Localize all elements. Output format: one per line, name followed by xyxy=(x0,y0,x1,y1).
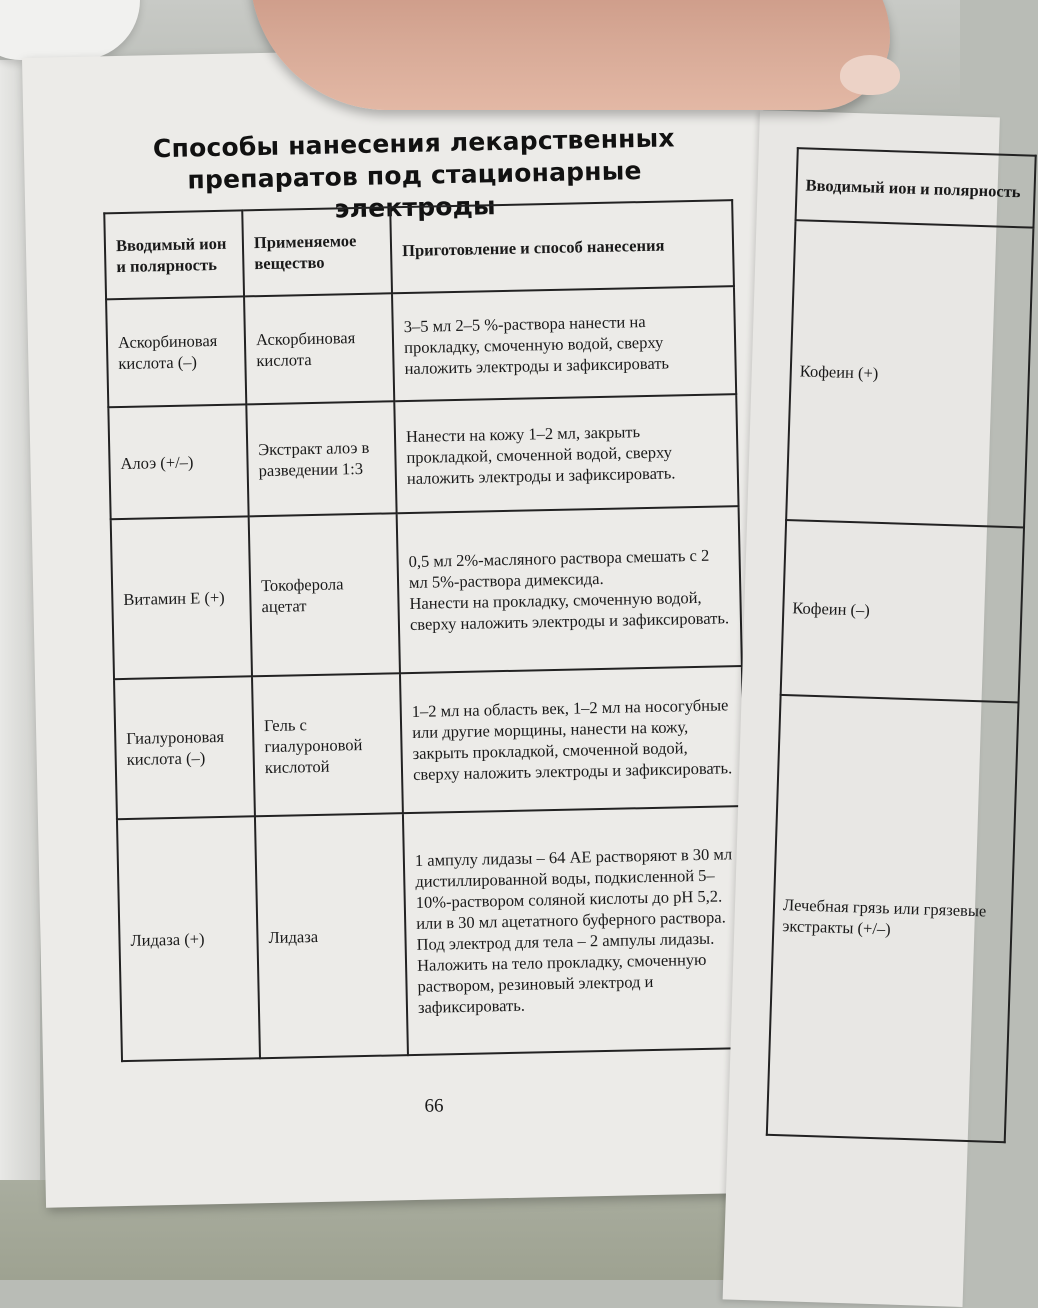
table-row xyxy=(108,394,738,519)
cell-ion: Кофеин (+) xyxy=(786,220,1033,527)
cell-method: 1–2 мл на область век, 1–2 мл на носогубные или другие морщины, нанести на кожу, закрыть прокладкой, смоченной водой, сверху наложить электроды и зафиксировать. xyxy=(400,666,745,813)
cell-substance: Гель с гиалуроновой кислотой xyxy=(252,673,403,816)
cell-ion: Алоэ (+/–) xyxy=(108,404,248,519)
table-row xyxy=(767,695,1019,1142)
header-ion: Вводимый ион и полярность xyxy=(796,148,1036,227)
cell-method: 0,5 мл 2%-масляного раствора смешать с 2 мл 5%-раствора димексида. Нанести на прокладку, смоченную водой, сверху наложить электроды и зафиксировать. xyxy=(397,506,742,673)
book-page-right xyxy=(723,110,1021,1307)
table-row xyxy=(786,220,1033,527)
continuation-table xyxy=(766,147,1037,1143)
thumb-photo-object xyxy=(250,0,890,110)
cell-substance: Токоферола ацетат xyxy=(249,513,400,676)
header-ion: Вводимый ион и полярность xyxy=(104,210,244,299)
cell-ion: Аскорбиновая кислота (–) xyxy=(106,296,246,407)
cell-ion: Витамин Е (+) xyxy=(111,516,252,679)
table-header-row xyxy=(104,200,734,299)
cell-ion: Гиалуроновая кислота (–) xyxy=(114,676,255,819)
cell-ion: Лечебная грязь или грязевые экстракты (+/–) xyxy=(767,695,1019,1142)
cell-method: Нанести на кожу 1–2 мл, закрыть прокладкой, смоченной водой, сверху наложить электроды и зафиксировать. xyxy=(394,394,738,513)
cell-substance: Аскорбиновая кислота xyxy=(244,293,394,404)
page-number: 66 xyxy=(424,1095,444,1117)
cell-ion: Кофеин (–) xyxy=(781,520,1024,702)
table-header-row xyxy=(796,148,1036,227)
table-row xyxy=(114,666,745,819)
cell-substance: Экстракт алоэ в разведении 1:3 xyxy=(246,401,396,516)
cell-method: 1 ампулу лидазы – 64 АЕ растворяют в 30 мл дистиллированной воды, подкисленной 5–10%-раствором соляной кислоты до pH 5,2. или в 30 мл ацетатного буферного раствора. Под электрод для тела – 2 ампулы лидазы. Наложить на тело прокладку, смоченную раствором, резиновый электрод и зафиксировать. xyxy=(403,806,750,1055)
cell-method: 3–5 мл 2–5 %-раствора нанести на прокладку, смоченную водой, сверху наложить электроды и зафиксировать xyxy=(392,286,736,401)
page-title: Способы нанесения лекарственных препаратов под стационарные электроды xyxy=(152,123,676,224)
table-row xyxy=(111,506,742,679)
methods-table xyxy=(103,199,751,1062)
header-substance: Применяемое вещество xyxy=(242,207,392,296)
cell-substance: Лидаза xyxy=(255,813,408,1058)
table-row xyxy=(781,520,1024,702)
thumbnail-photo-object xyxy=(840,55,900,95)
header-method: Приготовление и способ нанесения xyxy=(390,200,734,293)
table-row xyxy=(106,286,736,407)
cell-ion: Лидаза (+) xyxy=(117,816,260,1061)
book-page-left xyxy=(22,43,786,1208)
table-row xyxy=(117,806,750,1061)
